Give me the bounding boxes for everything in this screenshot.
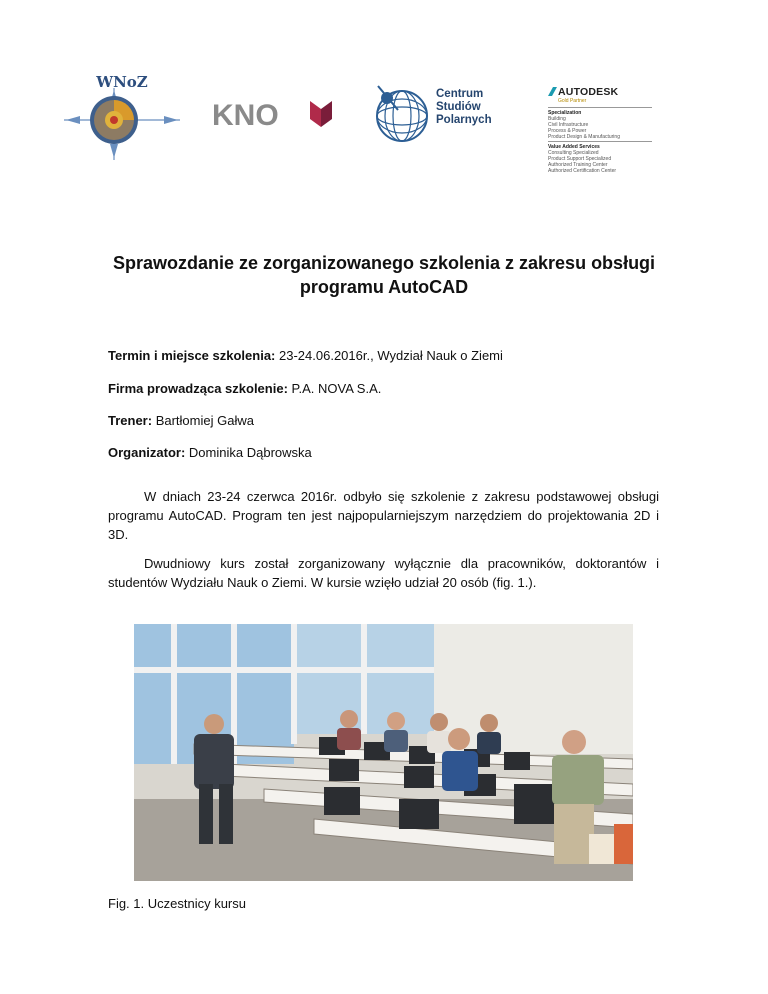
autodesk-partner-badge	[548, 86, 652, 181]
meta-label: Trener:	[108, 413, 153, 428]
document-title-line: Sprawozdanie ze zorganizowanego szkolenia z zakresu obsługi	[112, 253, 656, 273]
document-title-line: programu AutoCAD	[299, 277, 469, 297]
paragraph: Dwudniowy kurs został zorganizowany wyłącznie dla pracowników, doktorantów i studentów Wydziału Nauk o Ziemi. W kursie wzięło udział 20 osób (fig. 1.).	[108, 556, 659, 590]
autodesk-brand: AUTODESK	[558, 86, 619, 98]
meta-organizator	[108, 445, 312, 461]
autodesk-partner-level: Gold Partner	[558, 98, 587, 104]
specialization-item: Process & Power	[548, 128, 587, 134]
logo-strip	[0, 0, 768, 200]
specialization-item: Civil Infrastructure	[548, 122, 589, 128]
figure-caption: Fig. 1. Uczestnicy kursu	[108, 896, 246, 911]
meta-label: Organizator:	[108, 445, 186, 460]
wnoz-logo-text: WNoZ	[96, 74, 148, 91]
wnoz-logo	[62, 74, 182, 160]
meta-termin	[108, 348, 503, 364]
paragraph: W dniach 23-24 czerwca 2016r. odbyło się szkolenie z zakresu podstawowej obsługi programu AutoCAD. Program ten jest najpopularniejszym narzędziem do projektowania 2D i 3D.	[108, 489, 659, 542]
course-participants-photo	[134, 624, 633, 881]
specialization-title: Specialization	[548, 110, 582, 116]
csp-logo-line: Centrum	[436, 88, 484, 100]
meta-value: Bartłomiej Gałwa	[155, 413, 254, 428]
document-title	[60, 251, 708, 299]
divider	[548, 107, 652, 108]
meta-label: Termin i miejsce szkolenia:	[108, 348, 276, 363]
specialization-item: Product Design & Manufacturing	[548, 134, 620, 140]
kno-logo	[212, 97, 336, 129]
meta-value: 23-24.06.2016r., Wydział Nauk o Ziemi	[279, 348, 503, 363]
service-item: Authorized Certification Center	[548, 168, 617, 174]
meta-value: P.A. NOVA S.A.	[291, 381, 382, 396]
csp-logo-line: Polarnych	[436, 114, 492, 126]
service-item: Consulting Specialized	[548, 150, 599, 156]
meta-label: Firma prowadząca szkolenie:	[108, 381, 288, 396]
csp-logo	[374, 82, 514, 144]
kno-logo-text: KNO	[212, 99, 279, 129]
divider	[548, 141, 652, 142]
meta-firma	[108, 381, 381, 397]
services-title: Value Added Services	[548, 144, 600, 150]
csp-logo-line: Studiów	[436, 101, 481, 113]
meta-value: Dominika Dąbrowska	[188, 445, 312, 460]
autodesk-icon	[548, 87, 557, 96]
service-item: Authorized Training Center	[548, 162, 608, 168]
specialization-item: Building	[548, 116, 566, 122]
service-item: Product Support Specialized	[548, 156, 612, 162]
meta-trener	[108, 413, 254, 429]
